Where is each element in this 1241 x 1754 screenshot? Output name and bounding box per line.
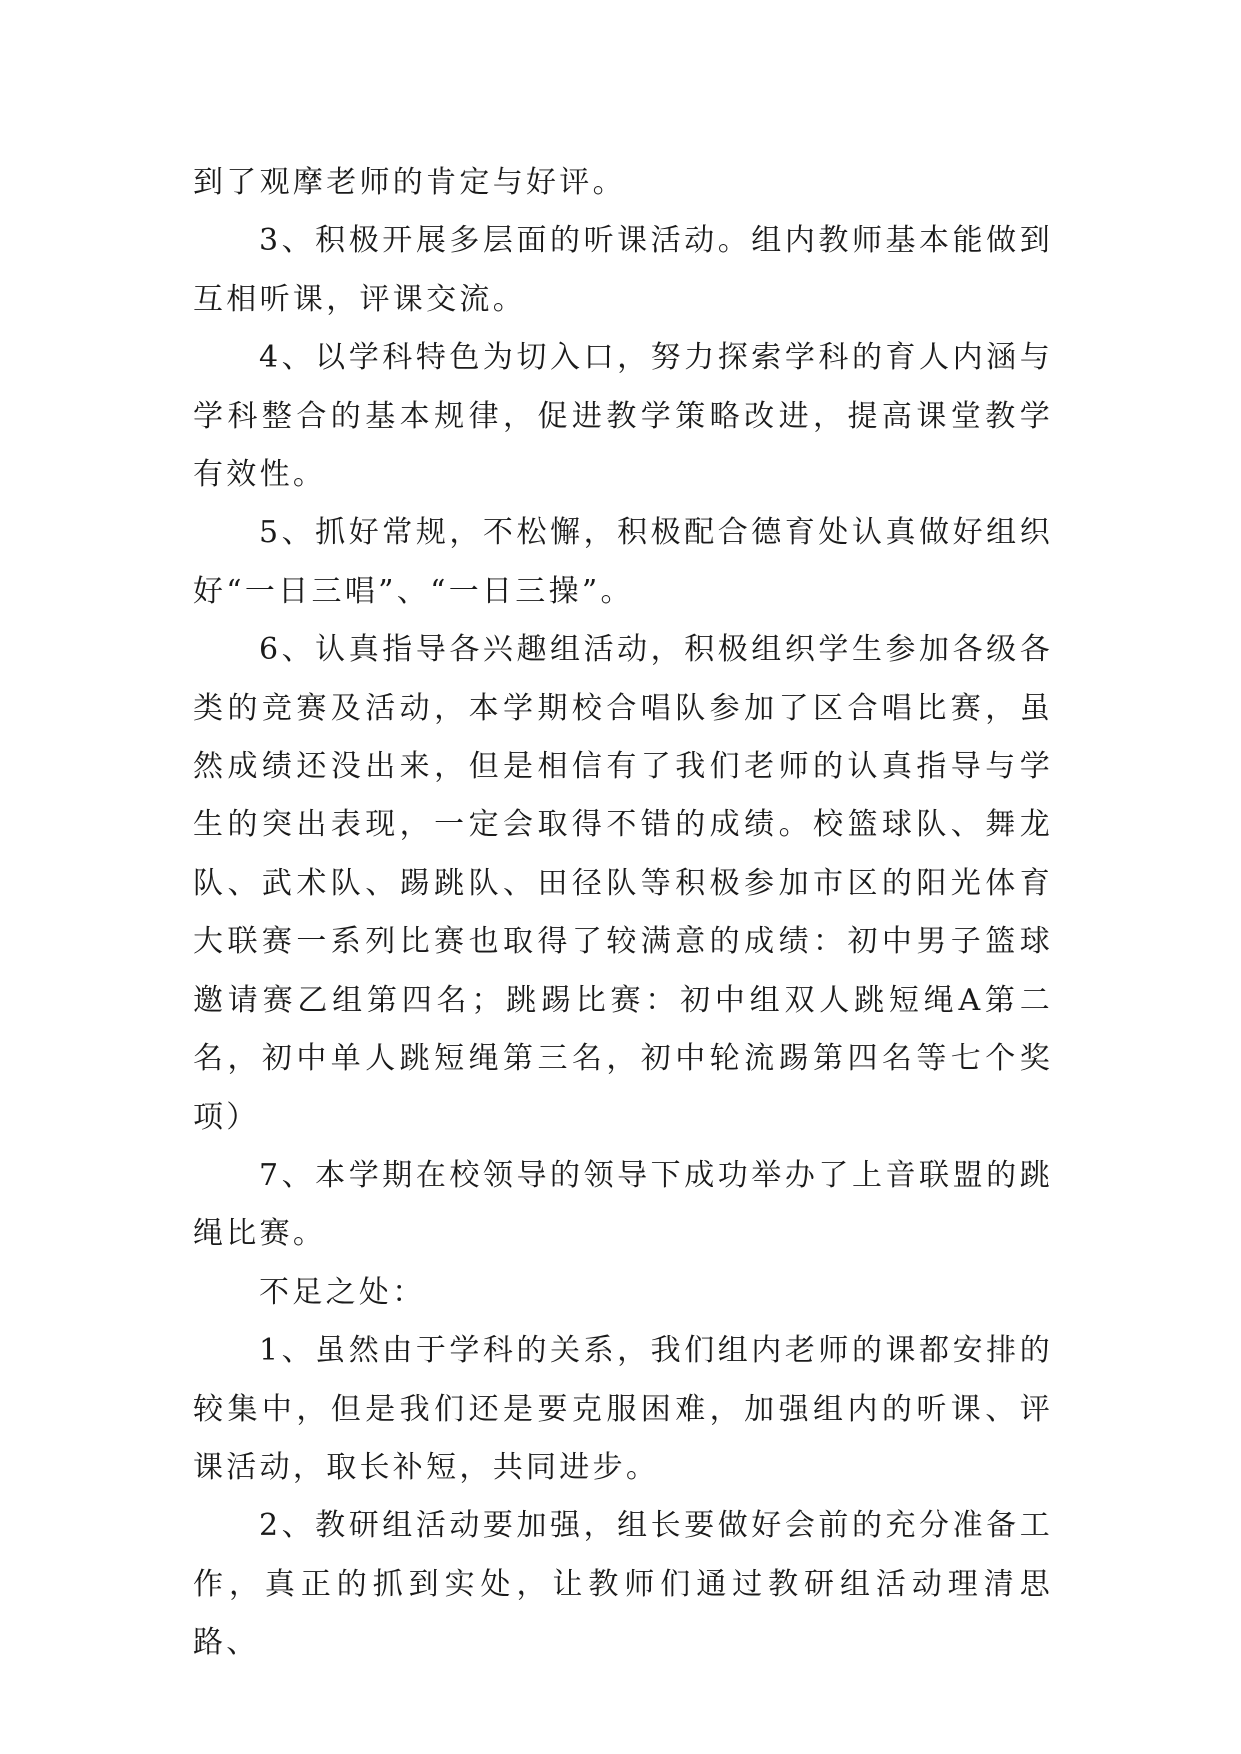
paragraph-8: 1、虽然由于学科的关系，我们组内老师的课都安排的较集中，但是我们还是要克服困难，加强组内的听课、评课活动，取长补短，共同进步。 (193, 1333, 1053, 1485)
paragraph-7-heading: 不足之处： (259, 1274, 426, 1310)
paragraph-6: 7、本学期在校领导的领导下成功举办了上音联盟的跳绳比赛。 (193, 1157, 1053, 1252)
paragraph-4: 5、抓好常规，不松懈，积极配合德育处认真做好组织好“一日三唱”、“一日三操”。 (193, 515, 1053, 609)
paragraph-1: 到了观摩老师的肯定与好评。 (193, 165, 626, 200)
paragraph-5: 6、认真指导各兴趣组活动，积极组织学生参加各级各类的竞赛及活动，本学期校合唱队参加了区合唱比赛，虽然成绩还没出来，但是相信有了我们老师的认真指导与学生的突出表现，一定会取得不错的成绩。校篮球队、舞龙队、武术队、踢跳队、田径队等积极参加市区的阳光体育大联赛一系列比赛也取得了较满意的成绩：初中男子篮球邀请赛乙组第四名；跳踢比赛：初中组双人跳短绳A第二名，初中单人跳短绳第三名，初中轮流踢第四名等七个奖项） (193, 632, 1053, 1135)
paragraph-2: 3、积极开展多层面的听课活动。组内教师基本能做到互相听课，评课交流。 (193, 223, 1053, 317)
document-body (193, 154, 1053, 1673)
paragraph-9: 2、教研组活动要加强，组长要做好会前的充分准备工作，真正的抓到实处，让教师们通过教研组活动理清思路、 (193, 1508, 1053, 1661)
paragraph-3: 4、以学科特色为切入口，努力探索学科的育人内涵与学科整合的基本规律，促进教学策略改进，提高课堂教学有效性。 (193, 340, 1053, 493)
